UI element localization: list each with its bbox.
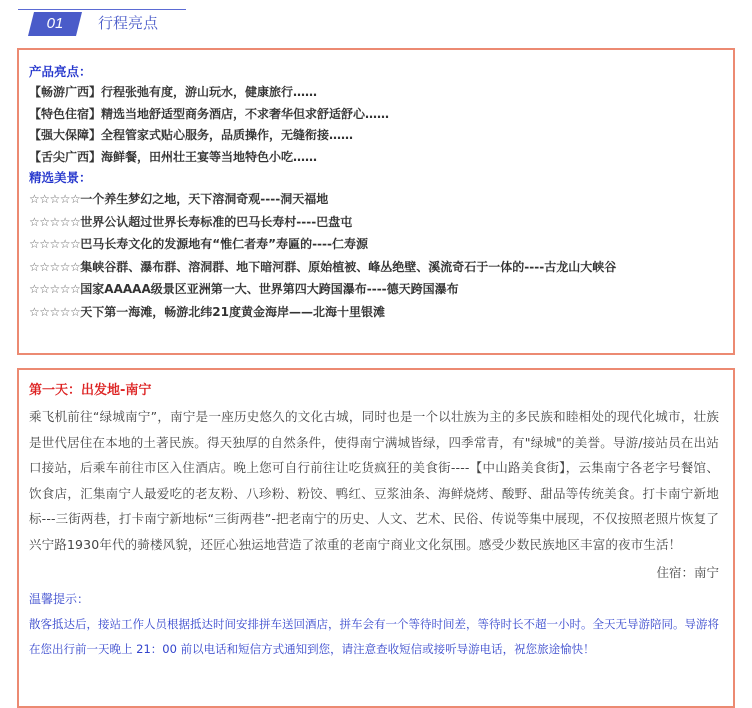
highlight-tag: 【特色住宿】 xyxy=(29,106,102,121)
tips-title: 温馨提示： xyxy=(29,592,90,606)
spot-text: 一个养生梦幻之地，天下溶洞奇观----洞天福地 xyxy=(80,192,329,207)
highlight-item xyxy=(29,125,719,147)
section-header xyxy=(18,9,188,43)
spot-item xyxy=(29,278,719,301)
highlight-text: 行程张弛有度，游山玩水，健康旅行…… xyxy=(101,85,318,99)
star-rating-icon: ☆☆☆☆☆ xyxy=(29,214,81,229)
spot-text: 天下第一海滩，畅游北纬21度黄金海岸——北海十里银滩 xyxy=(80,304,385,319)
highlight-item xyxy=(29,147,719,169)
spot-item xyxy=(29,211,719,234)
highlight-tag: 【畅游广西】 xyxy=(29,85,102,99)
star-rating-icon: ☆☆☆☆☆ xyxy=(29,282,81,297)
section-number: 01 xyxy=(46,15,64,32)
selected-spots-label: 精选美景： xyxy=(29,170,92,186)
day-description: 乘飞机前往“绿城南宁”，南宁是一座历史悠久的文化古城，同时也是一个以壮族为主的多民族和睦相处的现代化城市，壮族是世代居住在本地的土著民族。得天独厚的自然条件，使得南宁满城皆绿，四季常青，有"绿城"的美誉。导游/接站员在出站口接站，后乘车前往市区入住酒店。晚上您可自行前往让吃货疯狂的美食街----【中山路美食街】，云集南宁各老字号餐馆、饮食店，汇集南宁人最爱吃的老友粉、八珍粉、粉饺、鸭红、豆浆油条、海鲜烧烤、酸野、甜品等传统美食。打卡南宁新地标---三街两巷，打卡南宁新地标“三街两巷”-把老南宁的历史、人文、艺术、民俗、传说等集中展现，不仅按照老照片恢复了兴宁路1930年代的骑楼风貌，还匠心独运地营造了浓重的老南宁商业文化氛围。感受少数民族地区丰富的夜市生活！ xyxy=(29,409,719,552)
accommodation: 住宿：南宁 xyxy=(656,565,719,580)
day-title: 第一天：出发地-南宁 xyxy=(29,383,152,398)
spot-item xyxy=(29,188,719,211)
section-title: 行程亮点 xyxy=(98,14,159,32)
highlight-tag: 【强大保障】 xyxy=(29,128,102,143)
day1-box xyxy=(17,368,735,708)
spot-text: 国家AAAAA级景区亚洲第一大、世界第四大跨国瀑布----德天跨国瀑布 xyxy=(80,282,459,297)
spot-item xyxy=(29,233,719,256)
tips-text: 散客抵达后，接站工作人员根据抵达时间安排拼车送回酒店，拼车会有一个等待时间差，等待时长不超一小时。全天无导游陪同。导游将在您出行前一天晚上 21：00 前以电话和短信方式通知到您，请注意查收短信或接听导游电话，祝您旅途愉快！ xyxy=(29,617,719,656)
star-rating-icon: ☆☆☆☆☆ xyxy=(29,259,81,274)
star-rating-icon: ☆☆☆☆☆ xyxy=(29,237,81,252)
highlight-item xyxy=(29,104,719,126)
spot-item xyxy=(29,301,719,324)
spot-text: 集峡谷群、瀑布群、溶洞群、地下暗河群、原始植被、峰丛绝壁、溪流奇石于一体的----古龙山大峡谷 xyxy=(80,259,617,274)
highlight-text: 全程管家式贴心服务，品质操作，无缝衔接…… xyxy=(101,128,354,143)
highlights-box xyxy=(17,48,735,355)
highlight-item xyxy=(29,82,719,104)
header-rule xyxy=(18,9,186,10)
star-rating-icon: ☆☆☆☆☆ xyxy=(29,304,81,319)
spot-text: 巴马长寿文化的发源地有“惟仁者寿”寿匾的----仁寿源 xyxy=(80,237,368,252)
spot-text: 世界公认超过世界长寿标准的巴马长寿村----巴盘屯 xyxy=(80,214,353,229)
product-highlights-label: 产品亮点： xyxy=(29,64,92,79)
highlight-text: 海鲜餐，田州壮王宴等当地特色小吃…… xyxy=(101,149,318,164)
highlight-tag: 【舌尖广西】 xyxy=(29,149,102,164)
highlight-text: 精选当地舒适型商务酒店，不求奢华但求舒适舒心…… xyxy=(101,106,390,121)
star-rating-icon: ☆☆☆☆☆ xyxy=(29,192,81,207)
spot-item xyxy=(29,256,719,279)
